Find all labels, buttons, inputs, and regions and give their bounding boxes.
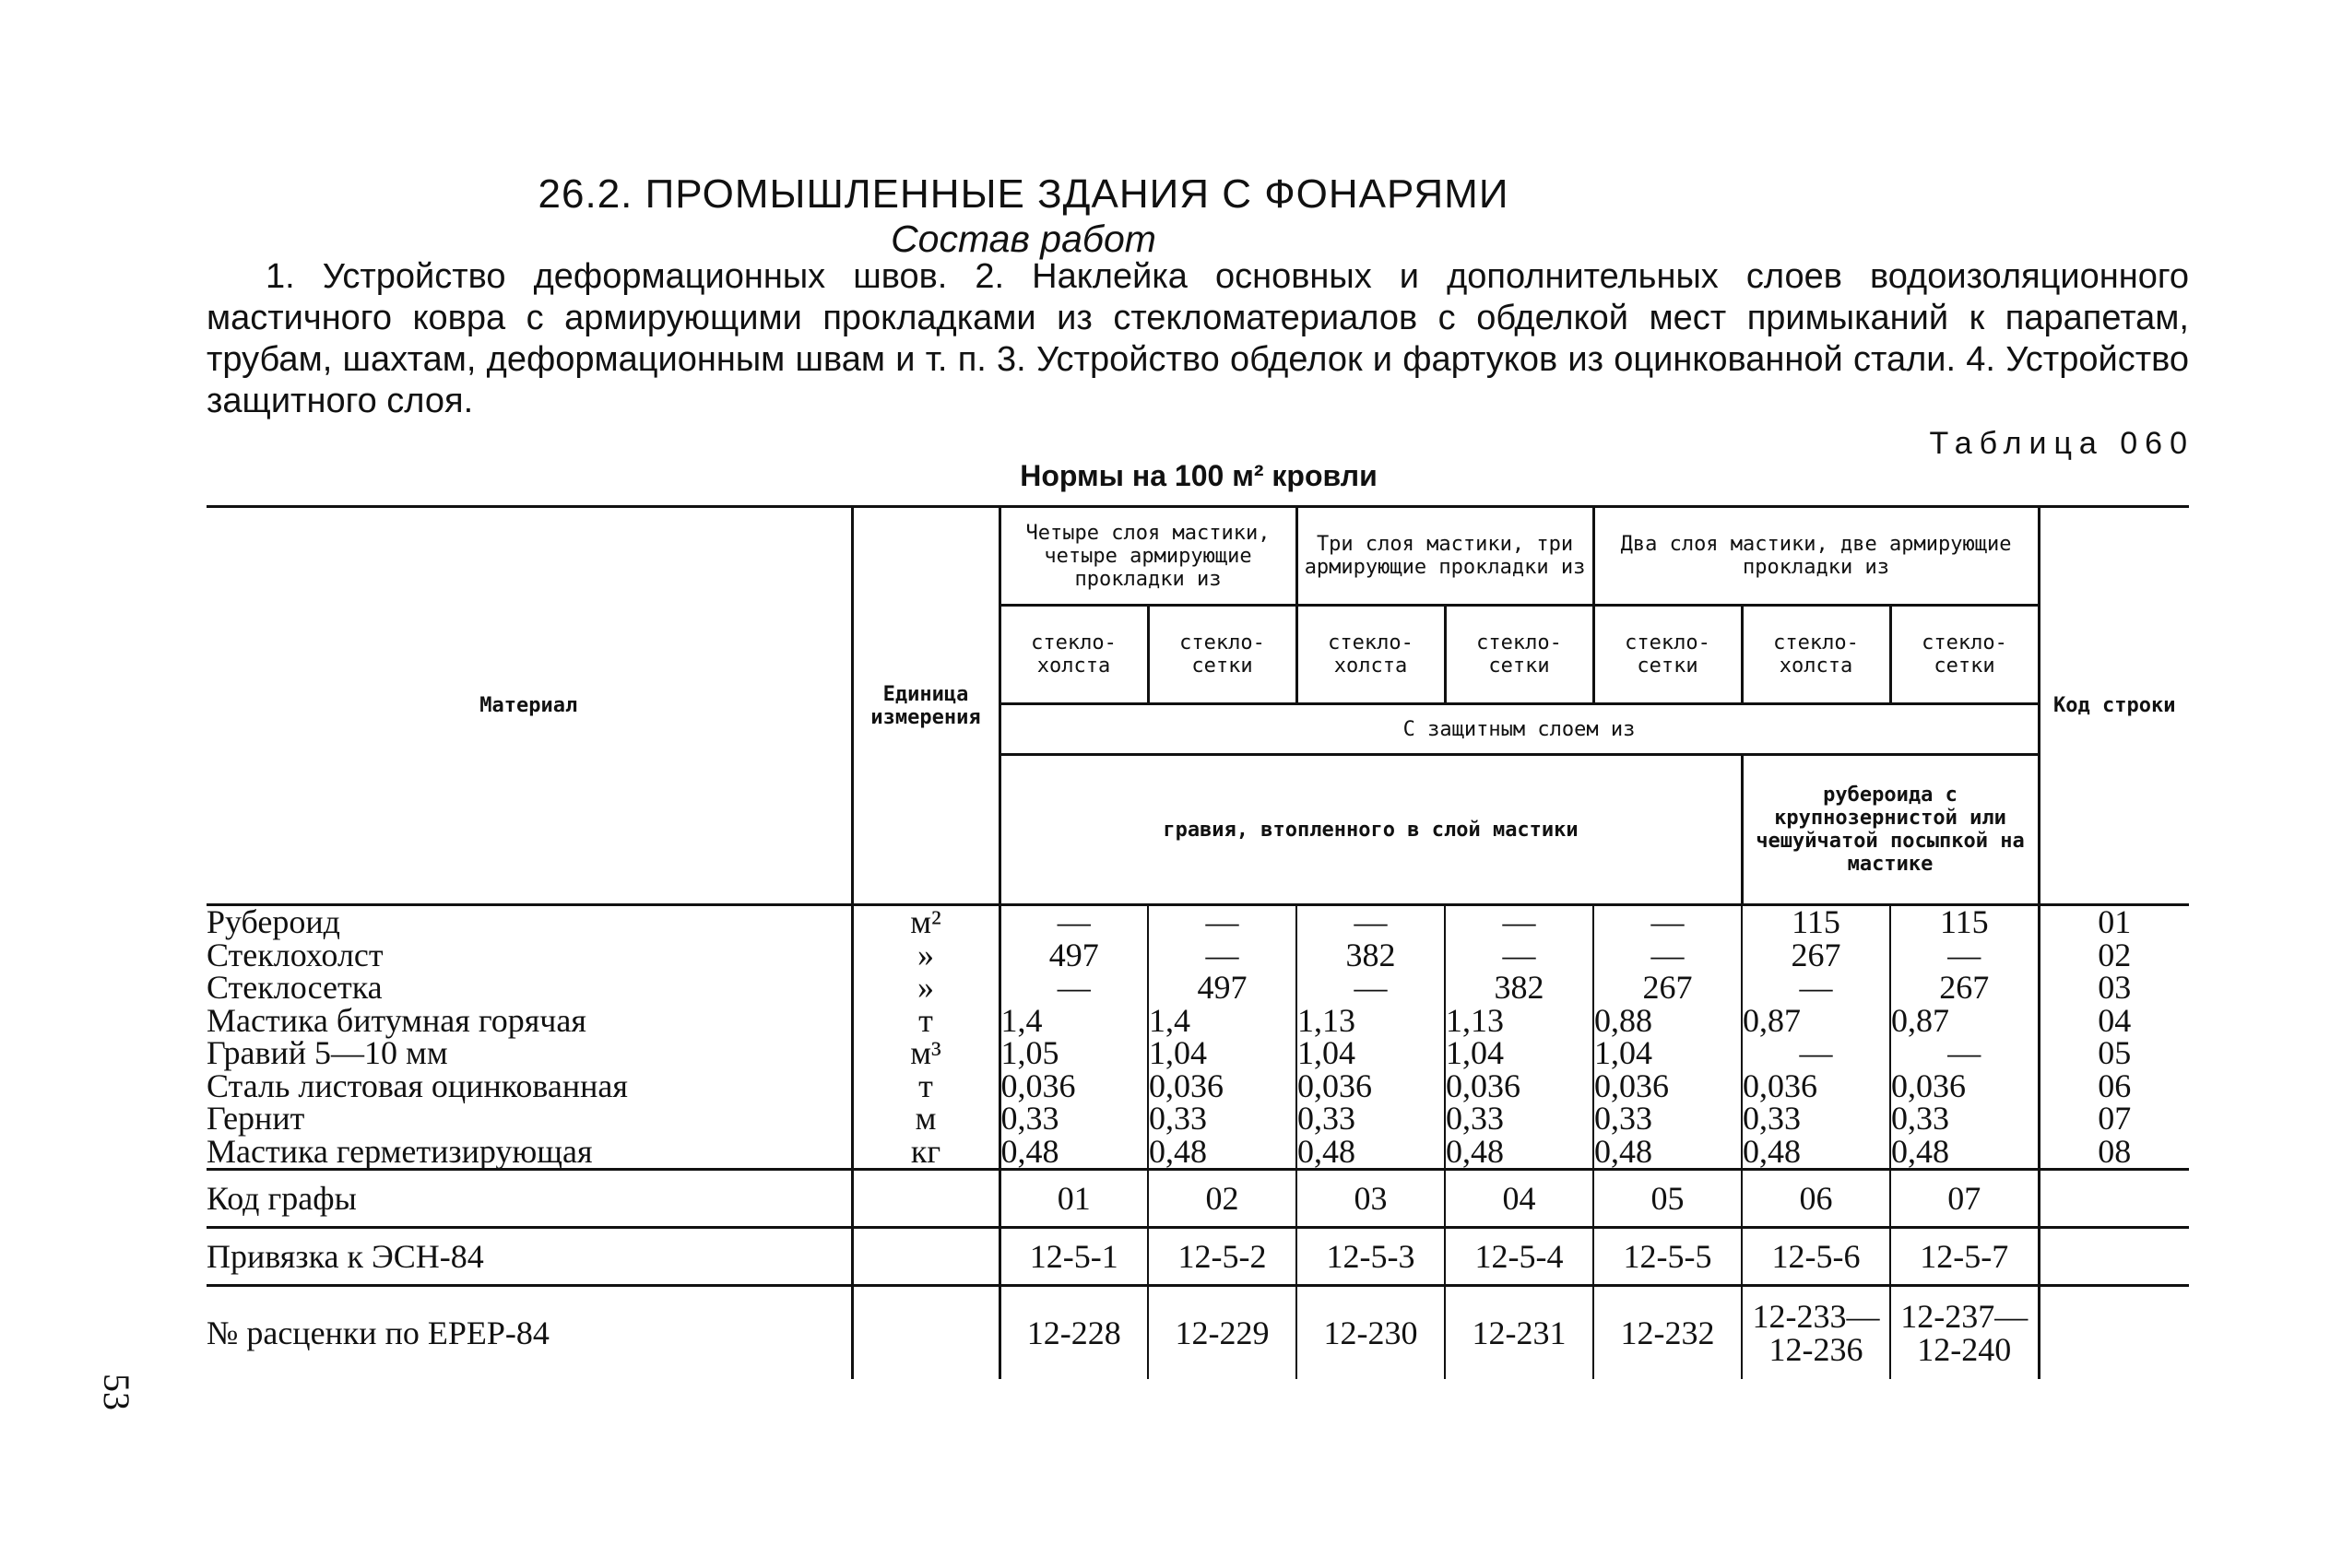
value-cell: 267	[1742, 939, 1890, 973]
value-cell: 1,4	[999, 1005, 1148, 1038]
material-cell: Гравий 5—10 мм	[207, 1034, 448, 1071]
value-cell: —	[1148, 939, 1296, 973]
value-cell: 0,33	[1296, 1102, 1445, 1136]
footer-value: 04	[1445, 1170, 1593, 1228]
value-cell: 382	[1445, 972, 1593, 1005]
value-cell: 0,036	[1148, 1070, 1296, 1103]
footer-value: 12-237— 12-240	[1890, 1286, 2039, 1380]
material-cell: Мастика битумная горячая	[207, 1001, 586, 1039]
value-cell: 115	[1890, 905, 2039, 939]
header-code: Код строки	[2039, 507, 2189, 905]
header-sub-6: стекло-холста	[1742, 606, 1890, 704]
value-cell: 0,33	[999, 1102, 1148, 1136]
value-cell: —	[1148, 905, 1296, 939]
table-row	[207, 1136, 2189, 1170]
value-cell: 0,036	[1742, 1070, 1890, 1103]
table-footer	[207, 1170, 2189, 1380]
value-cell: 0,48	[1593, 1136, 1742, 1170]
page-number: 53	[96, 1373, 137, 1410]
footer-value: 12-5-1	[999, 1228, 1148, 1286]
code-cell: 08	[2039, 1136, 2189, 1170]
footer-value: 06	[1742, 1170, 1890, 1228]
footer-value: 12-5-5	[1593, 1228, 1742, 1286]
material-cell: Стеклосетка	[207, 969, 383, 1006]
header-ruberoid: рубероида с крупнозернистой или чешуйчатой посыпкой на мастике	[1742, 755, 2039, 905]
footer-code-empty	[2039, 1286, 2189, 1380]
value-cell: 1,13	[1445, 1005, 1593, 1038]
unit-cell: кг	[852, 1136, 999, 1170]
footer-value: 03	[1296, 1170, 1445, 1228]
table-row	[207, 972, 2189, 1005]
value-cell: 0,48	[1148, 1136, 1296, 1170]
unit-cell: т	[852, 1005, 999, 1038]
subtitle: Состав работ	[891, 218, 1156, 260]
table-row	[207, 1005, 2189, 1038]
footer-value: 12-5-2	[1148, 1228, 1296, 1286]
unit-cell: »	[852, 939, 999, 973]
footer-value: 12-228	[999, 1286, 1148, 1380]
material-cell: Гернит	[207, 1100, 305, 1137]
footer-row-erer	[207, 1286, 2189, 1380]
value-cell: —	[1296, 972, 1445, 1005]
footer-value: 12-232	[1593, 1286, 1742, 1380]
unit-cell: м²	[852, 905, 999, 939]
value-cell: 497	[999, 939, 1148, 973]
value-cell: 0,036	[999, 1070, 1148, 1103]
norms-table	[207, 505, 2189, 1379]
value-cell: 0,036	[1296, 1070, 1445, 1103]
value-cell: —	[1742, 972, 1890, 1005]
code-cell: 03	[2039, 972, 2189, 1005]
footer-label: № расценки по ЕРЕР-84	[207, 1315, 550, 1351]
footer-value: 05	[1593, 1170, 1742, 1228]
footer-code-empty	[2039, 1228, 2189, 1286]
footer-label: Код графы	[207, 1170, 852, 1228]
footer-value: 12-5-7	[1890, 1228, 2039, 1286]
value-cell: 1,4	[1148, 1005, 1296, 1038]
footer-row-esn	[207, 1228, 2189, 1286]
footer-unit-empty	[852, 1286, 999, 1380]
value-cell: 0,33	[1593, 1102, 1742, 1136]
value-cell: 382	[1296, 939, 1445, 973]
table-label: Таблица 060	[1929, 426, 2194, 461]
value-cell: 0,036	[1445, 1070, 1593, 1103]
value-cell: 0,036	[1890, 1070, 2039, 1103]
header-group-three-layers: Три слоя мастики, три армирующие прокладки из	[1296, 507, 1593, 606]
value-cell: 0,48	[1890, 1136, 2039, 1170]
footer-value: 12-230	[1296, 1286, 1445, 1380]
footer-unit-empty	[852, 1170, 999, 1228]
value-cell: 1,04	[1445, 1037, 1593, 1070]
footer-value: 12-233— 12-236	[1742, 1286, 1890, 1380]
value-cell: 0,33	[1890, 1102, 2039, 1136]
table-row	[207, 905, 2189, 939]
value-cell: —	[1890, 939, 2039, 973]
header-material: Материал	[207, 507, 852, 905]
code-cell: 06	[2039, 1070, 2189, 1103]
footer-value: 07	[1890, 1170, 2039, 1228]
table-header	[207, 507, 2189, 905]
value-cell: 0,87	[1742, 1005, 1890, 1038]
value-cell: 1,13	[1296, 1005, 1445, 1038]
unit-cell: м	[852, 1102, 999, 1136]
material-cell: Сталь листовая оцинкованная	[207, 1067, 628, 1104]
value-cell: 1,05	[999, 1037, 1148, 1070]
header-sub-2: стекло-сетки	[1148, 606, 1296, 704]
header-sub-7: стекло-сетки	[1890, 606, 2039, 704]
code-cell: 04	[2039, 1005, 2189, 1038]
code-cell: 02	[2039, 939, 2189, 973]
header-sub-1: стекло-холста	[999, 606, 1148, 704]
footer-value: 12-231	[1445, 1286, 1593, 1380]
value-cell: —	[1593, 905, 1742, 939]
value-cell: —	[1890, 1037, 2039, 1070]
value-cell: 1,04	[1148, 1037, 1296, 1070]
value-cell: 1,04	[1296, 1037, 1445, 1070]
value-cell: 0,87	[1890, 1005, 2039, 1038]
code-cell: 01	[2039, 905, 2189, 939]
footer-label: Привязка к ЭСН-84	[207, 1228, 852, 1286]
footer-value: 02	[1148, 1170, 1296, 1228]
material-cell: Рубероид	[207, 903, 340, 940]
value-cell: 1,04	[1593, 1037, 1742, 1070]
value-cell: 0,33	[1742, 1102, 1890, 1136]
header-unit: Единица измерения	[852, 507, 999, 905]
code-cell: 05	[2039, 1037, 2189, 1070]
value-cell: 0,88	[1593, 1005, 1742, 1038]
table-row	[207, 1102, 2189, 1136]
footer-value: 12-5-3	[1296, 1228, 1445, 1286]
table-title: Нормы на 100 м² кровли	[1020, 459, 1378, 492]
footer-value: 12-229	[1148, 1286, 1296, 1380]
value-cell: 267	[1593, 972, 1742, 1005]
header-sub-5: стекло-сетки	[1593, 606, 1742, 704]
footer-unit-empty	[852, 1228, 999, 1286]
header-group-four-layers: Четыре слоя мастики, четыре армирующие прокладки из	[999, 507, 1296, 606]
table-row	[207, 1037, 2189, 1070]
footer-code-empty	[2039, 1170, 2189, 1228]
footer-value: 12-5-4	[1445, 1228, 1593, 1286]
value-cell: —	[1445, 939, 1593, 973]
footer-value: 01	[999, 1170, 1148, 1228]
composition-text: 1. Устройство деформационных швов. 2. Наклейка основных и дополнительных слоев водоизоляционного мастичного ковра с армирующими прокладками из стекломатериалов с обделкой мест примыканий к парапетам, трубам, шахтам, деформационным швам и т. п. 3. Устройство обделок и фартуков из оцинкованной стали. 4. Устройство защитного слоя.	[207, 257, 2189, 420]
header-group-two-layers: Два слоя мастики, две армирующие прокладки из	[1593, 507, 2039, 606]
value-cell: —	[1593, 939, 1742, 973]
value-cell: —	[1296, 905, 1445, 939]
value-cell: 0,48	[1742, 1136, 1890, 1170]
value-cell: 0,48	[1445, 1136, 1593, 1170]
table-row	[207, 1070, 2189, 1103]
unit-cell: »	[852, 972, 999, 1005]
value-cell: 0,33	[1445, 1102, 1593, 1136]
header-gravel: гравия, втопленного в слой мастики	[999, 755, 1742, 905]
unit-cell: м³	[852, 1037, 999, 1070]
table-row	[207, 939, 2189, 973]
footer-row-column-code	[207, 1170, 2189, 1228]
value-cell: 115	[1742, 905, 1890, 939]
header-protective-layer: С защитным слоем из	[999, 704, 2039, 755]
unit-cell: т	[852, 1070, 999, 1103]
header-sub-3: стекло-холста	[1296, 606, 1445, 704]
value-cell: 0,036	[1593, 1070, 1742, 1103]
value-cell: 497	[1148, 972, 1296, 1005]
value-cell: —	[999, 972, 1148, 1005]
value-cell: —	[999, 905, 1148, 939]
code-cell: 07	[2039, 1102, 2189, 1136]
value-cell: —	[1445, 905, 1593, 939]
section-title: 26.2. ПРОМЫШЛЕННЫЕ ЗДАНИЯ С ФОНАРЯМИ	[538, 171, 1509, 217]
footer-value: 12-5-6	[1742, 1228, 1890, 1286]
table-body	[207, 905, 2189, 1170]
material-cell: Мастика герметизирующая	[207, 1136, 852, 1170]
value-cell: 0,48	[1296, 1136, 1445, 1170]
value-cell: —	[1742, 1037, 1890, 1070]
header-sub-4: стекло-сетки	[1445, 606, 1593, 704]
value-cell: 0,33	[1148, 1102, 1296, 1136]
value-cell: 0,48	[999, 1136, 1148, 1170]
material-cell: Стеклохолст	[207, 936, 384, 973]
value-cell: 267	[1890, 972, 2039, 1005]
